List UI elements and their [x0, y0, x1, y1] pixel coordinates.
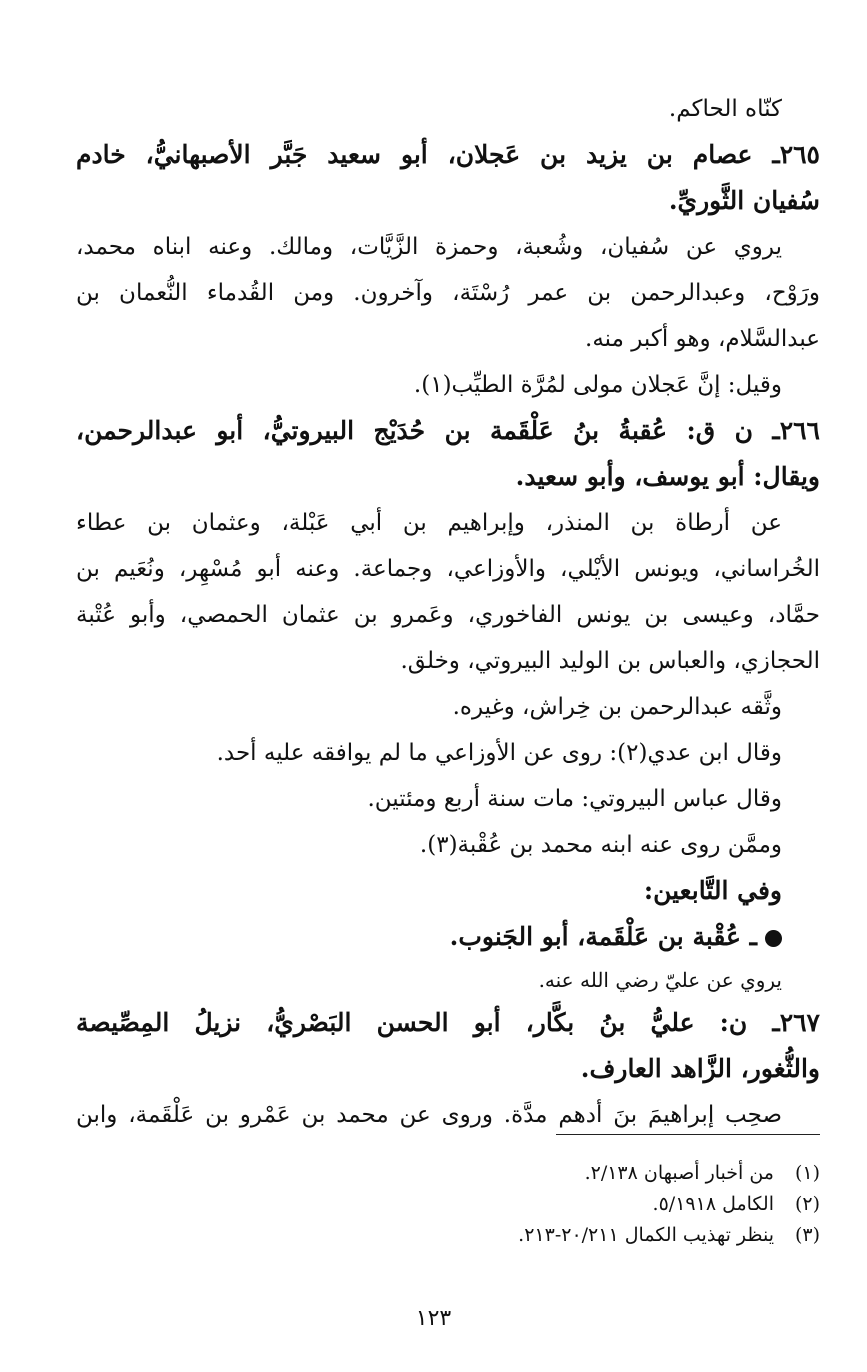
line-text: الخُراساني، ويونس الأيْلي، والأوزاعي، وجماعة. وعنه أبو مُسْهِر، ونُعَيم بن	[76, 556, 820, 582]
text-line	[76, 684, 820, 730]
footnote	[400, 1189, 820, 1220]
footnotes	[400, 1158, 820, 1251]
line-text: والثُّغور، الزَّاهد العارف.	[580, 1054, 820, 1083]
text-line	[76, 86, 820, 132]
line-text: الحجازي، والعباس بن الوليد البيروتي، وخلق.	[400, 648, 820, 674]
text-line	[76, 776, 820, 822]
line-text: عن أرطاة بن المنذر، وإبراهيم بن أبي عَبْلة، وعثمان بن عطاء	[76, 510, 782, 536]
text-line	[76, 546, 820, 592]
entry-heading-line	[76, 1046, 820, 1092]
footnote-number: (١)	[794, 1162, 820, 1184]
line-text: كنّاه الحاكم.	[668, 96, 782, 122]
text-line	[76, 960, 820, 1000]
line-text: وقال ابن عدي(٢): روى عن الأوزاعي ما لم يوافقه عليه أحد.	[216, 740, 782, 766]
line-text: ورَوْح، وعبدالرحمن بن عمر رُسْتَة، وآخرون. ومن القُدماء النُّعمان بن	[76, 280, 820, 306]
text-line	[76, 500, 820, 546]
body-text	[76, 86, 820, 1138]
line-text: ٢٦٦ـ ن ق: عُقبةُ بنُ عَلْقَمة بن حُدَيْج البيروتيُّ، أبو عبدالرحمن،	[76, 416, 820, 445]
line-text: وقيل: إنَّ عَجلان مولى لمُرَّة الطيِّب(١).	[413, 372, 782, 398]
footnote-text: ينظر تهذيب الكمال ٢٠/٢١١-٢١٣.	[518, 1224, 774, 1246]
text-line	[76, 224, 820, 270]
line-text: سُفيان الثَّوريِّ.	[668, 186, 820, 215]
text-line	[76, 822, 820, 868]
text-line	[76, 316, 820, 362]
line-text: وقال عباس البيروتي: مات سنة أربع ومئتين.	[367, 786, 782, 812]
line-text: ويقال: أبو يوسف، وأبو سعيد.	[515, 462, 820, 491]
entry-heading-line	[76, 178, 820, 224]
text-line	[76, 592, 820, 638]
footnote-text: الكامل ٥/١٩١٨.	[652, 1193, 774, 1215]
line-text: وثَّقه عبدالرحمن بن خِراش، وغيره.	[452, 694, 782, 720]
line-text: حمَّاد، وعيسى بن يونس الفاخوري، وعَمرو بن عثمان الحمصي، وأبو عُتْبة	[76, 602, 820, 628]
footnote	[400, 1220, 820, 1251]
footnote	[400, 1158, 820, 1189]
page-number: ١٢٣	[415, 1306, 452, 1331]
line-text: ٢٦٧ـ ن: عليُّ بنُ بكَّار، أبو الحسن البَصْريُّ، نزيلُ المِصِّيصة	[76, 1008, 820, 1037]
line-text: عبدالسَّلام، وهو أكبر منه.	[585, 326, 820, 352]
line-text: وفي التَّابعين:	[643, 876, 782, 905]
entry-heading-line	[76, 408, 820, 454]
footnote-text: من أخبار أصبهان ٢/١٣٨.	[584, 1162, 774, 1184]
line-text: ٢٦٥ـ عصام بن يزيد بن عَجلان، أبو سعيد جَبَّر الأصبهانيُّ، خادم	[76, 140, 820, 169]
text-line	[76, 638, 820, 684]
entry-heading-line	[76, 1000, 820, 1046]
text-line	[76, 270, 820, 316]
entry-heading-line	[76, 868, 820, 914]
line-text: يروي عن عليّ رضي الله عنه.	[538, 968, 782, 992]
entry-heading-line	[76, 454, 820, 500]
text-line	[76, 362, 820, 408]
text-line	[76, 730, 820, 776]
line-text: يروي عن سُفيان، وشُعبة، وحمزة الزَّيَّات، ومالك. وعنه ابناه محمد،	[76, 234, 782, 260]
footnote-number: (٢)	[794, 1193, 820, 1215]
line-text: ـ عُقْبة بن عَلْقَمة، أبو الجَنوب.	[449, 922, 757, 951]
footnote-divider	[556, 1134, 820, 1135]
entry-heading-line	[76, 914, 820, 960]
line-text: وممَّن روى عنه ابنه محمد بن عُقْبة(٣).	[419, 832, 782, 858]
entry-heading-line	[76, 132, 820, 178]
line-text: صحِب إبراهيمَ بنَ أدهم مدَّة. وروى عن محمد بن عَمْرو بن عَلْقَمة، وابن	[76, 1102, 782, 1128]
footnote-number: (٣)	[794, 1224, 820, 1246]
bullet-icon	[765, 930, 782, 947]
text-line	[76, 1092, 820, 1138]
